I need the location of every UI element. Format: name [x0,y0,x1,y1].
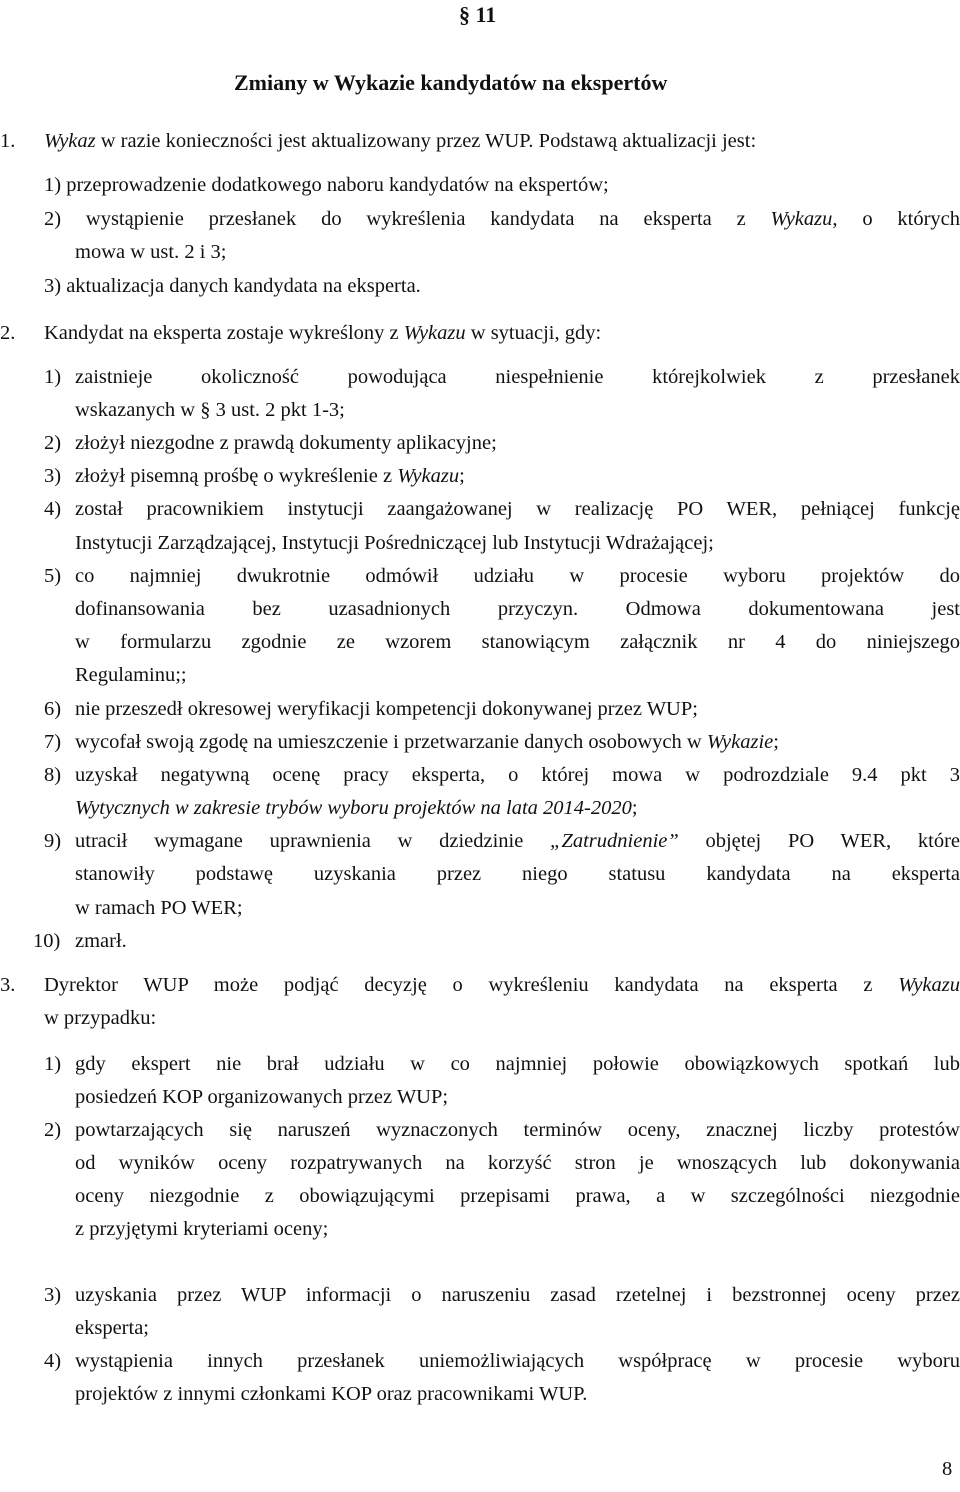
p3-a: Dyrektor WUP może podjąć decyzję o wykreśleniu kandydata na eksperta z [44,974,899,996]
p3-line-2: w przypadku: [44,1007,157,1029]
p1-number: 1. [0,130,16,152]
p2-wykaz: Wykazu [403,322,466,344]
p3-item-4-line-1: wystąpienia innych przesłanek uniemożliwiających współpracę w procesie wyboru [75,1350,960,1372]
p2-item-7-a: wycofał swoją zgodę na umieszczenie i przetwarzanie danych osobowych w [75,731,707,753]
p2-item-7 [75,731,779,754]
p3-item-2-line-3: oceny niezgodnie z obowiązującymi przepisami prawa, a w szczególności niezgodnie [75,1185,960,1207]
p2-item-7-number: 7) [44,731,62,753]
p2-item-3 [75,465,465,488]
p3-line-1 [44,974,960,997]
p3-item-3-number: 3) [44,1284,62,1306]
p1-item-2-c: , o których [832,208,960,230]
p2-item-2: złożył niezgodne z prawdą dokumenty aplikacyjne; [75,432,497,454]
p3-item-3-line-2: eksperta; [75,1317,149,1339]
p3-item-2-line-1: powtarzających się naruszeń wyznaczonych terminów oceny, znacznej liczby protestów [75,1119,960,1141]
p2-item-2-number: 2) [44,432,62,454]
p3-item-1-line-1: gdy ekspert nie brał udziału w co najmniej połowie obowiązkowych spotkań lub [75,1053,960,1075]
p2-item-5-line-1: co najmniej dwukrotnie odmówił udziału w procesie wyboru projektów do [75,565,960,587]
p2-item-8-line-2 [75,797,638,820]
p2-item-4-number: 4) [44,498,62,520]
p2-item-10: zmarł. [75,930,127,952]
p3-wykazu: Wykazu [898,974,960,996]
p3-item-1-number: 1) [44,1053,62,1075]
page-number: 8 [942,1458,953,1480]
p2-item-9-line-2: stanowiły podstawę uzyskania przez niego statusu kandydata na eksperta [75,863,960,885]
p2-item-3-a: złożył pisemną prośbę o wykreślenie z [75,465,398,487]
p3-item-3-line-1: uzyskania przez WUP informacji o naruszeniu zasad rzetelnej i bezstronnej oceny przez [75,1284,960,1306]
p3-item-1-line-2: posiedzeń KOP organizowanych przez WUP; [75,1086,449,1108]
p2-item-1-line-1: zaistnieje okoliczność powodująca niespełnienie którejkolwiek z przesłanek [75,366,960,388]
p1-item-3: 3) aktualizacja danych kandydata na eksperta. [44,275,421,297]
p2-item-5-line-3: w formularzu zgodnie ze wzorem stanowiącym załącznik nr 4 do niniejszego [75,631,960,653]
p2-item-5-line-2: dofinansowania bez uzasadnionych przyczyn. Odmowa dokumentowana jest [75,598,960,620]
p1-item-2 [44,208,960,231]
p3-item-4-number: 4) [44,1350,62,1372]
p2-item-1-number: 1) [44,366,62,388]
p3-item-2-line-4: z przyjętymi kryteriami oceny; [75,1218,329,1240]
p2-item-4-line-1: został pracownikiem instytucji zaangażowanej w realizację PO WER, pełniącej funkcję [75,498,960,520]
p2-item-8-end: ; [631,797,638,819]
p2-item-9-number: 9) [44,830,62,852]
p2-item-9-line-3: w ramach PO WER; [75,897,243,919]
p2-item-7-wykazie: Wykazie [706,731,774,753]
p2-item-9-line-1 [75,830,960,853]
p2-item-8-guidelines: Wytycznych w zakresie trybów wyboru projektów na lata 2014-2020 [75,797,632,819]
p2-c: w sytuacji, gdy: [465,322,602,344]
p1-rest: w razie konieczności jest aktualizowany przez WUP. Podstawą aktualizacji jest: [95,130,757,152]
p2-item-6-number: 6) [44,698,62,720]
p3-item-4-line-2: projektów z innymi członkami KOP oraz pracownikami WUP. [75,1383,588,1405]
p1-wykaz: Wykaz [44,130,96,152]
p2-item-1-line-2: wskazanych w § 3 ust. 2 pkt 1-3; [75,399,345,421]
p2-item-10-number: 10) [33,930,61,952]
p2-item-7-c: ; [773,731,779,753]
p2-item-9-c: objętej PO WER, które [678,830,960,852]
section-number: § 11 [459,2,497,27]
p2-item-5-line-4: Regulaminu;; [75,664,187,686]
section-title: Zmiany w Wykazie kandydatów na ekspertów [234,70,668,95]
p2-item-9-a: utracił wymagane uprawnienia w dziedzinie [75,830,551,852]
p1-item-1: 1) przeprowadzenie dodatkowego naboru kandydatów na ekspertów; [44,174,609,196]
p2-text [44,322,601,345]
p2-number: 2. [0,322,16,344]
p2-item-9-zatrudnienie: „Zatrudnienie” [550,830,679,852]
p1-item-2-a: 2) wystąpienie przesłanek do wykreślenia kandydata na eksperta z [44,208,771,230]
p2-a: Kandydat na eksperta zostaje wykreślony z [44,322,404,344]
p2-item-3-c: ; [459,465,465,487]
p2-item-3-wykaz: Wykazu [397,465,460,487]
p2-item-5-number: 5) [44,565,62,587]
p2-item-3-number: 3) [44,465,62,487]
p2-item-8-line-1: uzyskał negatywną ocenę pracy eksperta, o której mowa w podrozdziale 9.4 pkt 3 [75,764,960,786]
p1-item-2-wykaz: Wykazu [770,208,833,230]
p3-item-2-number: 2) [44,1119,62,1141]
p2-item-6: nie przeszedł okresowej weryfikacji kompetencji dokonywanej przez WUP; [75,698,698,720]
p3-item-2-line-2: od wyników oceny rozpatrywanych na korzyść stron je wnoszących lub dokonywania [75,1152,960,1174]
p3-number: 3. [0,974,16,996]
p2-item-8-number: 8) [44,764,62,786]
p1-item-2-cont: mowa w ust. 2 i 3; [75,241,227,263]
p1-text [44,130,756,153]
p2-item-4-line-2: Instytucji Zarządzającej, Instytucji Pośredniczącej lub Instytucji Wdrażającej; [75,532,714,554]
